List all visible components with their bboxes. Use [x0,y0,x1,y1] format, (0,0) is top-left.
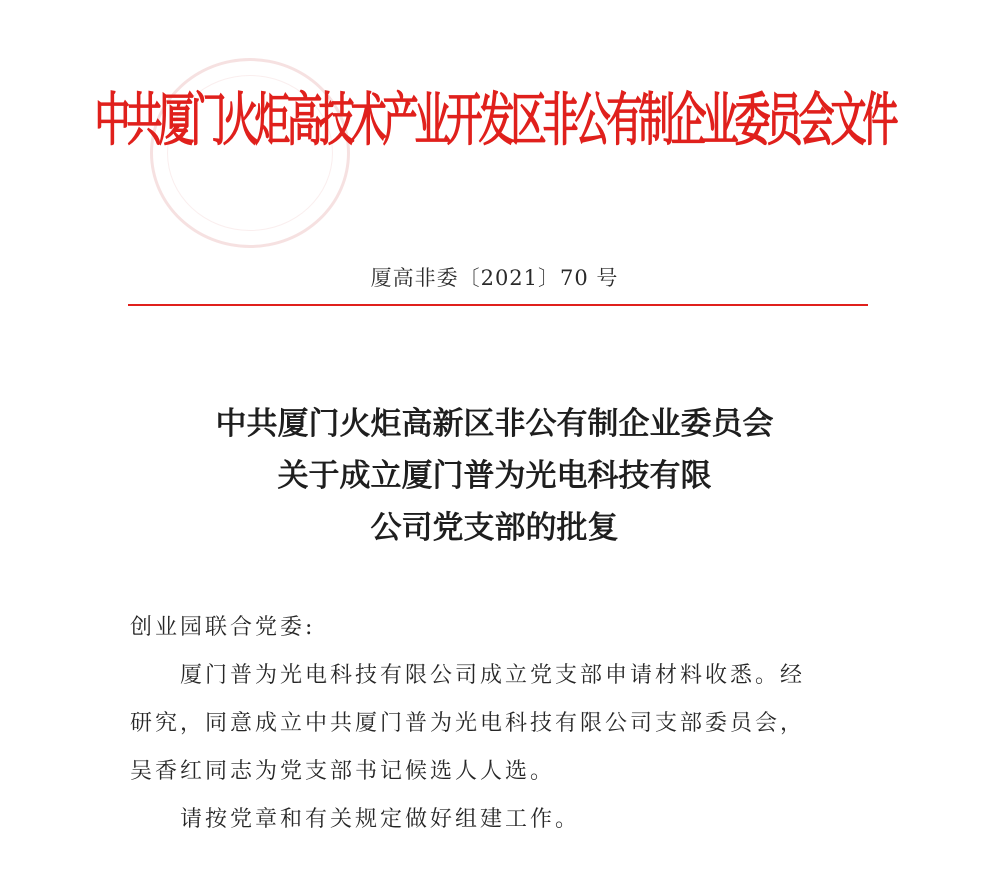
document-number: 厦高非委〔2021〕70 号 [370,266,619,290]
title-line-1: 中共厦门火炬高新区非公有制企业委员会 [215,406,774,442]
document-issuer-header: 中共厦门火炬高技术产业开发区非公有制企业委员会文件 [94,88,895,154]
document-title [0,398,989,554]
paragraph-1-line-2: 研究，同意成立中共厦门普为光电科技有限公司支部委员会， [130,711,806,736]
title-line-3: 公司党支部的批复 [370,510,619,546]
salutation: 创业园联合党委: [130,615,316,640]
paragraph-2: 请按党章和有关规定做好组建工作。 [180,807,581,832]
paragraph-1-line-1: 厦门普为光电科技有限公司成立党支部申请材料收悉。经 [180,663,806,688]
red-separator-line [128,304,868,306]
paragraph-1-line-3: 吴香红同志为党支部书记候选人人选。 [130,759,556,784]
title-line-2: 关于成立厦门普为光电科技有限 [277,458,712,494]
document-body [130,604,890,844]
